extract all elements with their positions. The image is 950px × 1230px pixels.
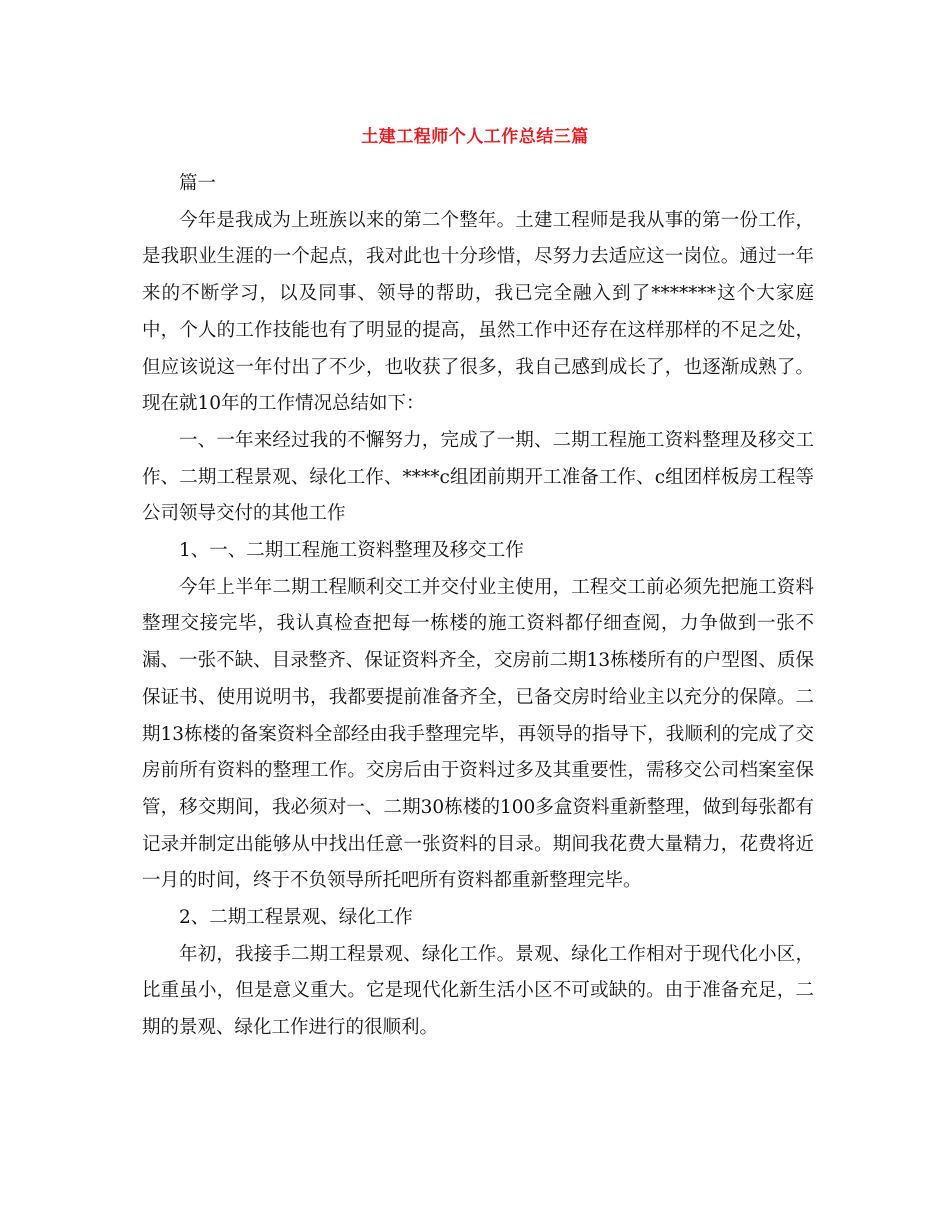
paragraph: 年初，我接手二期工程景观、绿化工作。景观、绿化工作相对于现代化小区，比重虽小，但是意义重大。它是现代化新生活小区不可或缺的。由于准备充足，二期的景观、绿化工作进行的很顺利。 — [142, 943, 814, 1039]
paragraph: 今年是我成为上班族以来的第二个整年。土建工程师是我从事的第一份工作，是我职业生涯的一个起点，我对此也十分珍惜，尽努力去适应这一岗位。通过一年来的不断学习，以及同事、领导的帮助，我已完全融入到了*******这个大家庭中，个人的工作技能也有了明显的提高，虽然工作中还存在这样那样的不足之处，但应该说这一年付出了不少，也收获了很多，我自己感到成长了，也逐渐成熟了。现在就10年的工作情况总结如下： — [142, 209, 814, 415]
subheading: 2、二期工程景观、绿化工作 — [179, 907, 413, 929]
subheading: 1、一、二期工程施工资料整理及移交工作 — [179, 540, 524, 562]
document-body — [142, 166, 814, 1047]
paragraph: 一、一年来经过我的不懈努力，完成了一期、二期工程施工资料整理及移交工作、二期工程景观、绿化工作、****c组团前期开工准备工作、c组团样板房工程等公司领导交付的其他工作 — [142, 429, 814, 525]
section-heading: 篇一 — [179, 173, 217, 194]
paragraph: 今年上半年二期工程顺利交工并交付业主使用，工程交工前必须先把施工资料整理交接完毕，我认真检查把每一栋楼的施工资料都仔细查阅，力争做到一张不漏、一张不缺、目录整齐、保证资料齐全，交房前二期13栋楼所有的户型图、质保保证书、使用说明书，我都要提前准备齐全，已备交房时给业主以充分的保障。二期13栋楼的备案资料全部经由我手整理完毕，再领导的指导下，我顺利的完成了交房前所有资料的整理工作。交房后由于资料过多及其重要性，需移交公司档案室保管，移交期间，我必须对一、二期30栋楼的100多盒资料重新整理，做到每张都有记录并制定出能够从中找出任意一张资料的目录。期间我花费大量精力，花费将近一月的时间，终于不负领导所托吧所有资料都重新整理完毕。 — [142, 576, 814, 892]
document-title: 土建工程师个人工作总结三篇 — [361, 127, 589, 147]
